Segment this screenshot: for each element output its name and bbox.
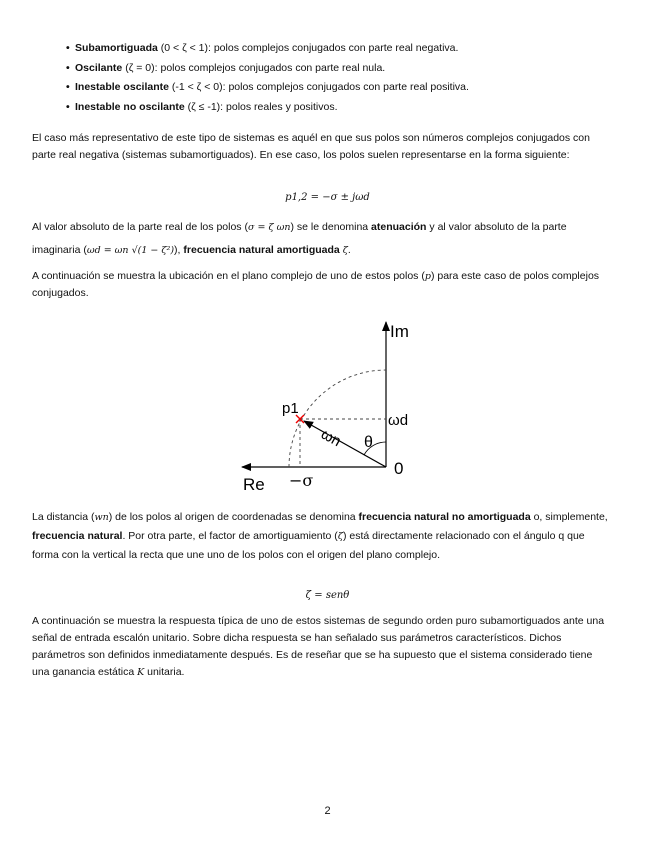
paragraph-natural-frequency: La distancia (wn) de los polos al origen de coordenadas se denomina frecuencia natural no amortiguada o, simplemente, frecuencia natural. Por otra parte, el factor de amortiguamiento (ζ) está directamente relacionado con el ángulo q que forma con la vertical la recta que une uno de los polos con el origen del plano complejo. — [32, 511, 608, 561]
bullet-condition: (-1 < ζ < 0): — [171, 81, 226, 94]
label-re: Re — [243, 475, 265, 494]
bullet-term: Subamortiguada — [75, 42, 158, 54]
paragraph-representative-case: El caso más representativo de este tipo de sistemas es aquél en que sus polos son números complejos conjugados con parte real negativa (sistemas subamortiguados). En ese caso, los polos suelen representarse en la forma siguiente: — [32, 132, 590, 161]
bullet-condition: (ζ ≤ -1): — [187, 101, 224, 114]
bullet-text: polos complejos conjugados con parte real nula. — [160, 61, 386, 74]
bullet-text: polos complejos conjugados con parte real negativa. — [213, 42, 459, 54]
equation-zeta: ζ = senθ — [305, 590, 350, 601]
pole-vector — [304, 421, 386, 467]
math-zeta: ζ — [342, 245, 348, 256]
label-theta: θ — [364, 434, 373, 451]
bullet-item: • Inestable no oscilante (ζ ≤ -1): polos reales y positivos. — [66, 101, 338, 114]
dashed-arc — [289, 370, 386, 467]
complex-plane-figure — [230, 318, 430, 498]
bullet-term: Inestable no oscilante — [75, 101, 185, 114]
paragraph-attenuation: Al valor absoluto de la parte real de los polos (σ = ζ ωn) se le denomina atenuación y al valor absoluto de la parte imaginaria (ωd = ωn √(1 − ζ²)), frecuencia natural amortiguada ζ. — [32, 221, 567, 256]
page-number: 2 — [324, 805, 331, 817]
label-omega-d: ωd — [388, 412, 409, 429]
bullet-item: • Inestable oscilante (-1 < ζ < 0): polos complejos conjugados con parte real positiva. — [66, 81, 469, 94]
bullet-text: polos complejos conjugados con parte real positiva. — [228, 81, 469, 94]
term-frecuencia-natural: frecuencia natural — [32, 530, 123, 542]
label-omega-n: ωn — [318, 425, 344, 451]
bullet-item: • Oscilante (ζ = 0): polos complejos conjugados con parte real nula. — [66, 61, 386, 74]
math-sigma: σ = ζ ωn — [247, 222, 291, 233]
paragraph-complex-plane-intro: A continuación se muestra la ubicación en el plano complejo de uno de estos polos (p) para este caso de polos complejos conjugados. — [32, 270, 600, 299]
math-k: K — [137, 667, 145, 678]
math-p: p — [424, 271, 431, 282]
label-im: Im — [390, 322, 409, 341]
term-atenuacion: atenuación — [371, 221, 427, 233]
equation-poles: p1,2 = −σ ± jωd — [285, 192, 370, 203]
bullet-list — [66, 39, 469, 118]
term-frecuencia-amortiguada: frecuencia natural amortiguada — [183, 244, 340, 256]
term-frecuencia-no-amortiguada: frecuencia natural no amortiguada — [358, 511, 531, 523]
bullet-condition: (ζ = 0): — [125, 61, 158, 74]
math-omega-d: ωd = ωn √(1 − ζ²) — [86, 245, 175, 256]
math-zeta: ζ — [337, 531, 343, 542]
label-origin: 0 — [394, 459, 404, 478]
bullet-term: Inestable oscilante — [75, 81, 169, 94]
label-minus-sigma: −σ — [289, 471, 314, 490]
bullet-text: polos reales y positivos. — [226, 101, 338, 114]
bullet-item: • Subamortiguada (0 < ζ < 1): polos complejos conjugados con parte real negativa. — [66, 42, 459, 54]
paragraph-step-response: A continuación se muestra la respuesta típica de uno de estos sistemas de segundo orden puro subamortiguados ante una señal de entrada escalón unitario. Sobre dicha respuesta se han señalado sus parámetros característicos. Dichos parámetros son definidos inmediatamente después. Es de reseñar que se ha supuesto que el sistema considerado tiene una ganancia estática K unitaria. — [32, 615, 605, 678]
bullet-condition: (0 < ζ < 1): — [160, 42, 211, 54]
bullet-term: Oscilante — [75, 61, 123, 74]
label-p1: p1 — [282, 400, 299, 417]
math-wn: wn — [94, 512, 109, 523]
